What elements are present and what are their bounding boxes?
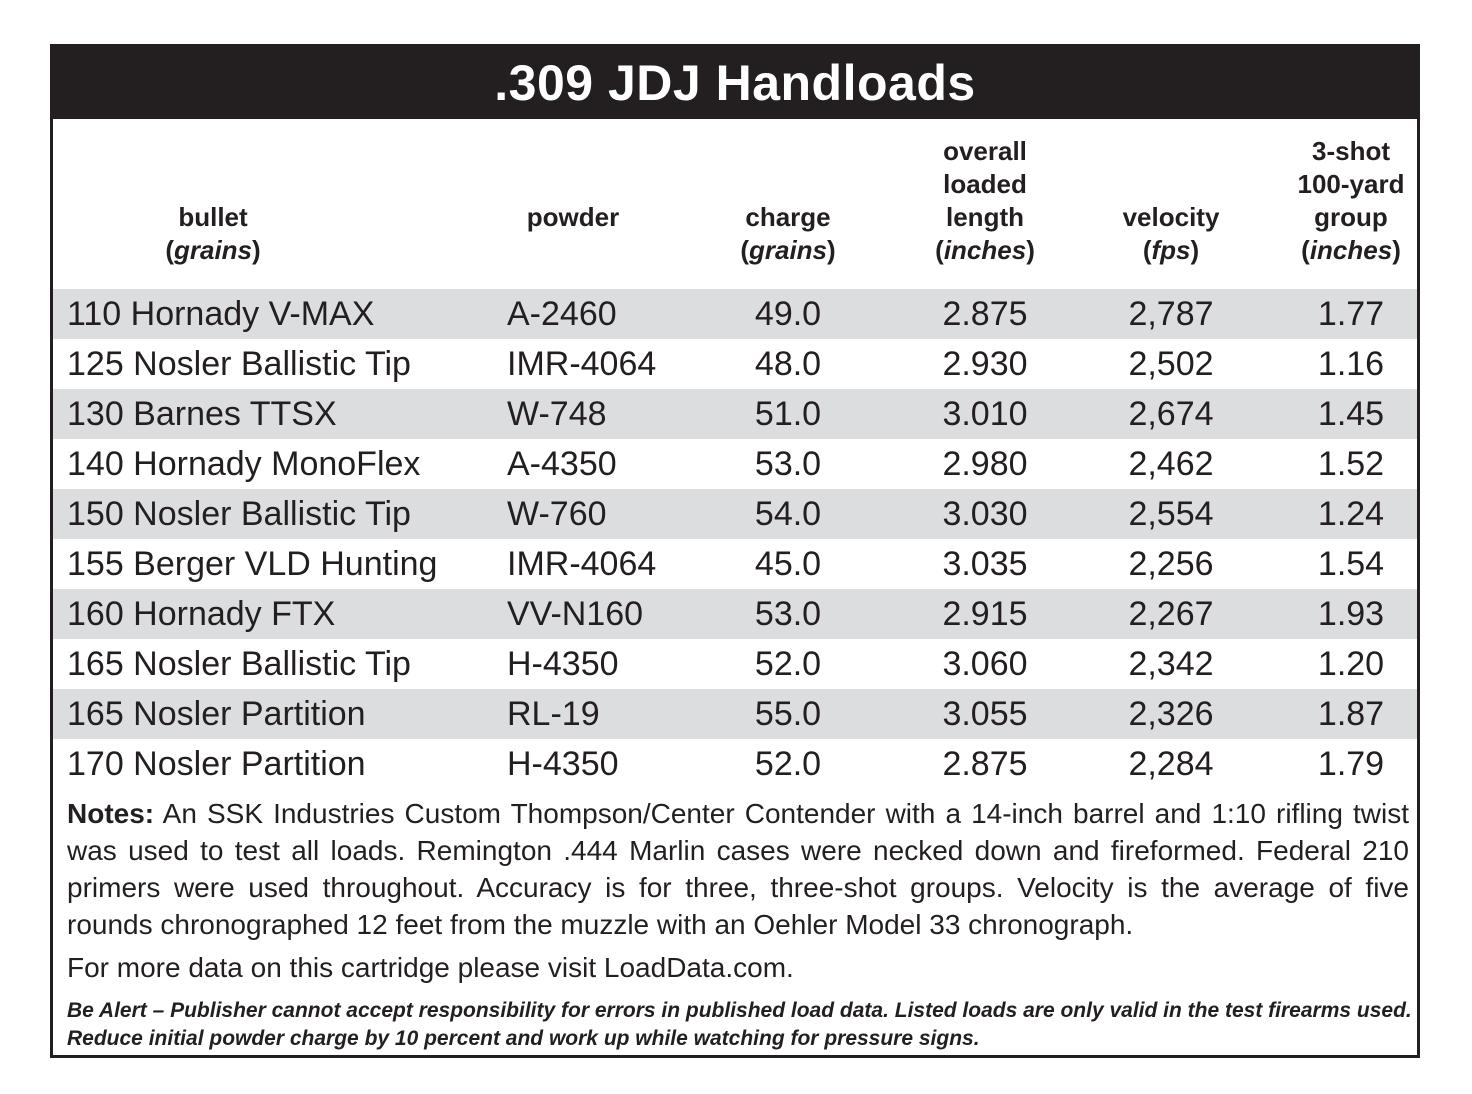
cell-bullet: 165 Nosler Ballistic Tip (67, 645, 411, 683)
safety-disclaimer: Be Alert – Publisher cannot accept responsibility for errors in published load data. Listed loads are only valid in the test firearms used. Reduce initial powder charge by 10 percent and work up while watching for pressure signs. (67, 999, 1412, 1050)
header-overall-length: overall loaded length (inches) (935, 136, 1035, 265)
cell-velocity: 2,342 (1128, 645, 1214, 683)
cell-powder: IMR-4064 (507, 345, 657, 383)
header-charge: charge (grains) (740, 202, 836, 265)
table-row (53, 289, 1417, 339)
notes-text: An SSK Industries Custom Thompson/Center Contender with a 14-inch barrel and 1:10 rifling twist was used to test all loads. Remington .444 Marlin cases were necked down and fireformed. Federal 210 primers were used throughout. Accuracy is for three, three-shot groups. Velocity is the average of five rounds chronographed 12 feet from the muzzle with an Oehler Model 33 chronograph. (67, 798, 1409, 940)
table-row (53, 589, 1417, 639)
cell-velocity: 2,284 (1128, 745, 1214, 783)
cell-group: 1.87 (1317, 695, 1385, 733)
cell-group: 1.20 (1317, 645, 1385, 683)
cell-bullet: 160 Hornady FTX (67, 595, 336, 633)
cell-bullet: 150 Nosler Ballistic Tip (67, 495, 411, 533)
cell-bullet: 110 Hornady V-MAX (67, 295, 375, 333)
cell-charge: 53.0 (754, 445, 822, 483)
cell-bullet: 125 Nosler Ballistic Tip (67, 345, 411, 383)
cell-bullet: 155 Berger VLD Hunting (67, 545, 438, 583)
cell-velocity: 2,787 (1128, 295, 1214, 333)
cell-overall-length: 2.930 (942, 345, 1028, 383)
cell-powder: H-4350 (507, 645, 619, 683)
cell-powder: A-4350 (507, 445, 617, 483)
cell-group: 1.16 (1317, 345, 1385, 383)
cell-bullet: 165 Nosler Partition (67, 695, 366, 733)
cell-group: 1.54 (1317, 545, 1385, 583)
cell-velocity: 2,267 (1128, 595, 1214, 633)
table-row (53, 639, 1417, 689)
cell-group: 1.45 (1317, 395, 1385, 433)
cell-charge: 55.0 (754, 695, 822, 733)
table-row (53, 739, 1417, 789)
cell-overall-length: 2.980 (942, 445, 1028, 483)
cell-charge: 45.0 (754, 545, 822, 583)
cell-overall-length: 3.055 (942, 695, 1028, 733)
cell-group: 1.52 (1317, 445, 1385, 483)
cell-overall-length: 2.875 (942, 295, 1028, 333)
cell-powder: W-748 (507, 395, 607, 433)
cell-powder: VV-N160 (507, 595, 644, 633)
cell-charge: 54.0 (754, 495, 822, 533)
cell-velocity: 2,256 (1128, 545, 1214, 583)
cell-bullet: 170 Nosler Partition (67, 745, 366, 783)
header-velocity: velocity (fps) (1122, 202, 1220, 265)
cell-velocity: 2,502 (1128, 345, 1214, 383)
header-group: 3-shot 100-yard group (inches) (1297, 136, 1405, 265)
cell-charge: 53.0 (754, 595, 822, 633)
cell-group: 1.24 (1317, 495, 1385, 533)
cell-powder: W-760 (507, 495, 607, 533)
table-row (53, 489, 1417, 539)
cell-overall-length: 2.915 (942, 595, 1028, 633)
cell-charge: 49.0 (754, 295, 822, 333)
cell-powder: RL-19 (507, 695, 600, 733)
load-data-card (50, 44, 1420, 1058)
table-row (53, 439, 1417, 489)
table-row (53, 539, 1417, 589)
cell-charge: 52.0 (754, 645, 822, 683)
table-row (53, 389, 1417, 439)
cell-overall-length: 2.875 (942, 745, 1028, 783)
cell-bullet: 130 Barnes TTSX (67, 395, 337, 433)
header-powder: powder (526, 202, 620, 232)
cell-overall-length: 3.010 (942, 395, 1028, 433)
table-body (53, 289, 1417, 789)
cell-overall-length: 3.030 (942, 495, 1028, 533)
cell-powder: IMR-4064 (507, 545, 657, 583)
cell-powder: H-4350 (507, 745, 619, 783)
cell-group: 1.93 (1317, 595, 1385, 633)
cell-overall-length: 3.060 (942, 645, 1028, 683)
table-title: .309 JDJ Handloads (53, 47, 1417, 119)
notes-label: Notes: (67, 798, 155, 829)
cell-velocity: 2,462 (1128, 445, 1214, 483)
table-row (53, 689, 1417, 739)
cell-velocity: 2,554 (1128, 495, 1214, 533)
table-row (53, 339, 1417, 389)
cell-bullet: 140 Hornady MonoFlex (67, 445, 421, 483)
cell-velocity: 2,326 (1128, 695, 1214, 733)
more-data-line: For more data on this cartridge please visit LoadData.com. (67, 952, 794, 983)
cell-charge: 52.0 (754, 745, 822, 783)
notes-paragraph (67, 795, 1409, 943)
cell-overall-length: 3.035 (942, 545, 1028, 583)
cell-group: 1.77 (1317, 295, 1385, 333)
cell-charge: 51.0 (754, 395, 822, 433)
cell-group: 1.79 (1317, 745, 1385, 783)
cell-powder: A-2460 (507, 295, 617, 333)
cell-velocity: 2,674 (1128, 395, 1214, 433)
header-bullet: bullet (grains) (165, 202, 261, 265)
table-header (53, 119, 1417, 289)
cell-charge: 48.0 (754, 345, 822, 383)
